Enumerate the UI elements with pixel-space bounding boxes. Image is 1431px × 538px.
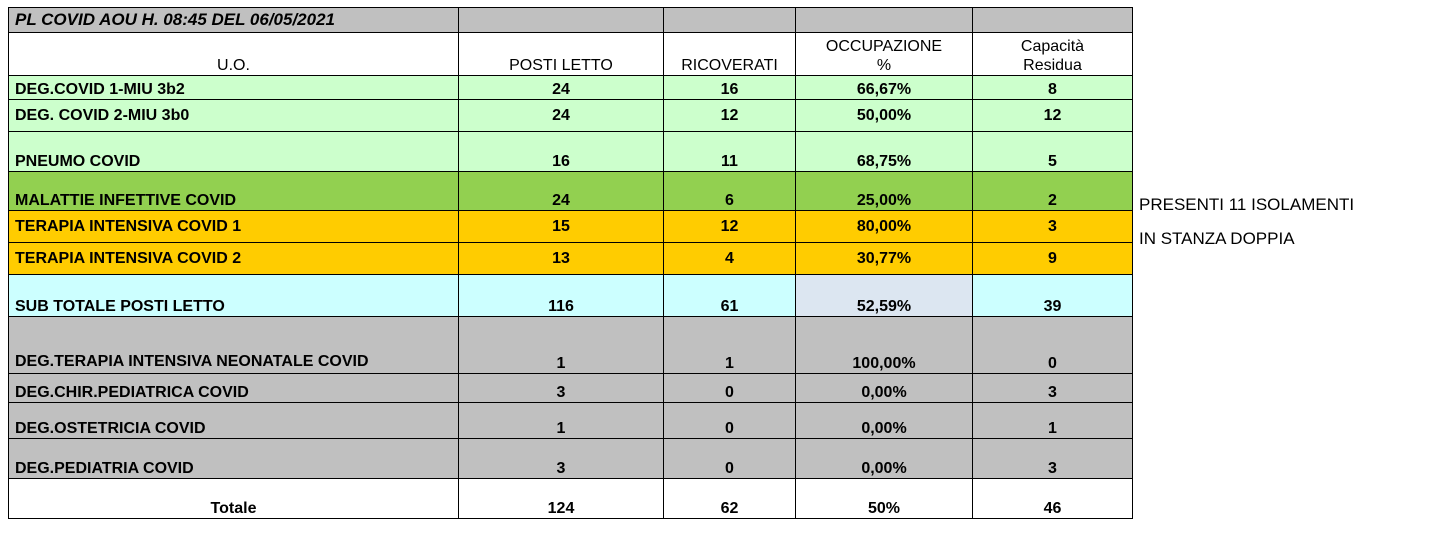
table-row <box>9 211 1133 243</box>
header-capacita <box>973 33 1133 76</box>
posti-value: 16 <box>459 132 664 172</box>
capacita-value: 1 <box>973 403 1133 439</box>
unit-name: DEG. COVID 2-MIU 3b0 <box>9 100 459 132</box>
ricoverati-value: 4 <box>664 243 796 275</box>
header-posti-letto: POSTI LETTO <box>459 33 664 76</box>
unit-name: DEG.OSTETRICIA COVID <box>9 403 459 439</box>
header-uo: U.O. <box>9 33 459 76</box>
posti-value: 3 <box>459 374 664 403</box>
sheet-title: PL COVID AOU H. 08:45 DEL 06/05/2021 <box>9 8 459 33</box>
isolation-note-line2: IN STANZA DOPPIA <box>1139 229 1295 248</box>
capacita-value: 2 <box>973 172 1133 211</box>
ricoverati-value: 12 <box>664 211 796 243</box>
title-row <box>9 8 1133 33</box>
table-row <box>9 76 1133 100</box>
ricoverati-value: 12 <box>664 100 796 132</box>
total-occupazione-value: 50% <box>796 479 973 519</box>
occupazione-value: 68,75% <box>796 132 973 172</box>
total-row <box>9 479 1133 519</box>
unit-name: SUB TOTALE POSTI LETTO <box>9 275 459 317</box>
unit-name: PNEUMO COVID <box>9 132 459 172</box>
ricoverati-value: 11 <box>664 132 796 172</box>
table-row <box>9 439 1133 479</box>
ricoverati-value: 16 <box>664 76 796 100</box>
occupazione-value: 100,00% <box>796 317 973 374</box>
capacita-value: 3 <box>973 374 1133 403</box>
capacita-value: 3 <box>973 439 1133 479</box>
ricoverati-value: 61 <box>664 275 796 317</box>
posti-value: 116 <box>459 275 664 317</box>
ricoverati-value: 1 <box>664 317 796 374</box>
occupazione-value: 50,00% <box>796 100 973 132</box>
title-empty-cell <box>973 8 1133 33</box>
header-ricoverati: RICOVERATI <box>664 33 796 76</box>
posti-value: 24 <box>459 172 664 211</box>
total-ricoverati-value: 62 <box>664 479 796 519</box>
covid-beds-table <box>8 7 1133 519</box>
title-empty-cell <box>664 8 796 33</box>
posti-value: 1 <box>459 317 664 374</box>
title-empty-cell <box>459 8 664 33</box>
posti-value: 15 <box>459 211 664 243</box>
header-capacita-line1: Capacità <box>1020 38 1085 55</box>
unit-name: DEG.CHIR.PEDIATRICA COVID <box>9 374 459 403</box>
capacita-value: 9 <box>973 243 1133 275</box>
ricoverati-value: 0 <box>664 439 796 479</box>
occupazione-value: 80,00% <box>796 211 973 243</box>
occupazione-value: 0,00% <box>796 439 973 479</box>
table-row <box>9 172 1133 211</box>
capacita-value: 0 <box>973 317 1133 374</box>
posti-value: 24 <box>459 76 664 100</box>
unit-name: DEG.PEDIATRIA COVID <box>9 439 459 479</box>
unit-name: DEG.TERAPIA INTENSIVA NEONATALE COVID <box>9 317 459 374</box>
posti-value: 3 <box>459 439 664 479</box>
title-empty-cell <box>796 8 973 33</box>
header-occupazione <box>796 33 973 76</box>
capacita-value: 39 <box>973 275 1133 317</box>
ricoverati-value: 0 <box>664 374 796 403</box>
posti-value: 1 <box>459 403 664 439</box>
table-row <box>9 403 1133 439</box>
posti-value: 24 <box>459 100 664 132</box>
table-row <box>9 132 1133 172</box>
unit-name: DEG.COVID 1-MIU 3b2 <box>9 76 459 100</box>
capacita-value: 8 <box>973 76 1133 100</box>
capacita-value: 5 <box>973 132 1133 172</box>
posti-value: 13 <box>459 243 664 275</box>
occupazione-value: 30,77% <box>796 243 973 275</box>
capacita-value: 3 <box>973 211 1133 243</box>
unit-name: MALATTIE INFETTIVE COVID <box>9 172 459 211</box>
table-row <box>9 275 1133 317</box>
total-capacita-value: 46 <box>973 479 1133 519</box>
table-row <box>9 100 1133 132</box>
occupazione-value: 0,00% <box>796 374 973 403</box>
header-occupazione-line2: % <box>876 57 892 74</box>
occupazione-value: 25,00% <box>796 172 973 211</box>
header-capacita-line2: Residua <box>1023 57 1082 74</box>
isolation-note-line1: PRESENTI 11 ISOLAMENTI <box>1139 195 1355 214</box>
header-occupazione-line1: OCCUPAZIONE <box>825 38 943 55</box>
unit-name: TERAPIA INTENSIVA COVID 2 <box>9 243 459 275</box>
capacita-value: 12 <box>973 100 1133 132</box>
occupazione-value: 52,59% <box>796 275 973 317</box>
total-posti-value: 124 <box>459 479 664 519</box>
ricoverati-value: 6 <box>664 172 796 211</box>
header-row <box>9 33 1133 76</box>
occupazione-value: 66,67% <box>796 76 973 100</box>
table-row <box>9 243 1133 275</box>
total-label: Totale <box>9 479 459 519</box>
ricoverati-value: 0 <box>664 403 796 439</box>
occupazione-value: 0,00% <box>796 403 973 439</box>
table-row <box>9 374 1133 403</box>
table-row <box>9 317 1133 374</box>
unit-name: TERAPIA INTENSIVA COVID 1 <box>9 211 459 243</box>
